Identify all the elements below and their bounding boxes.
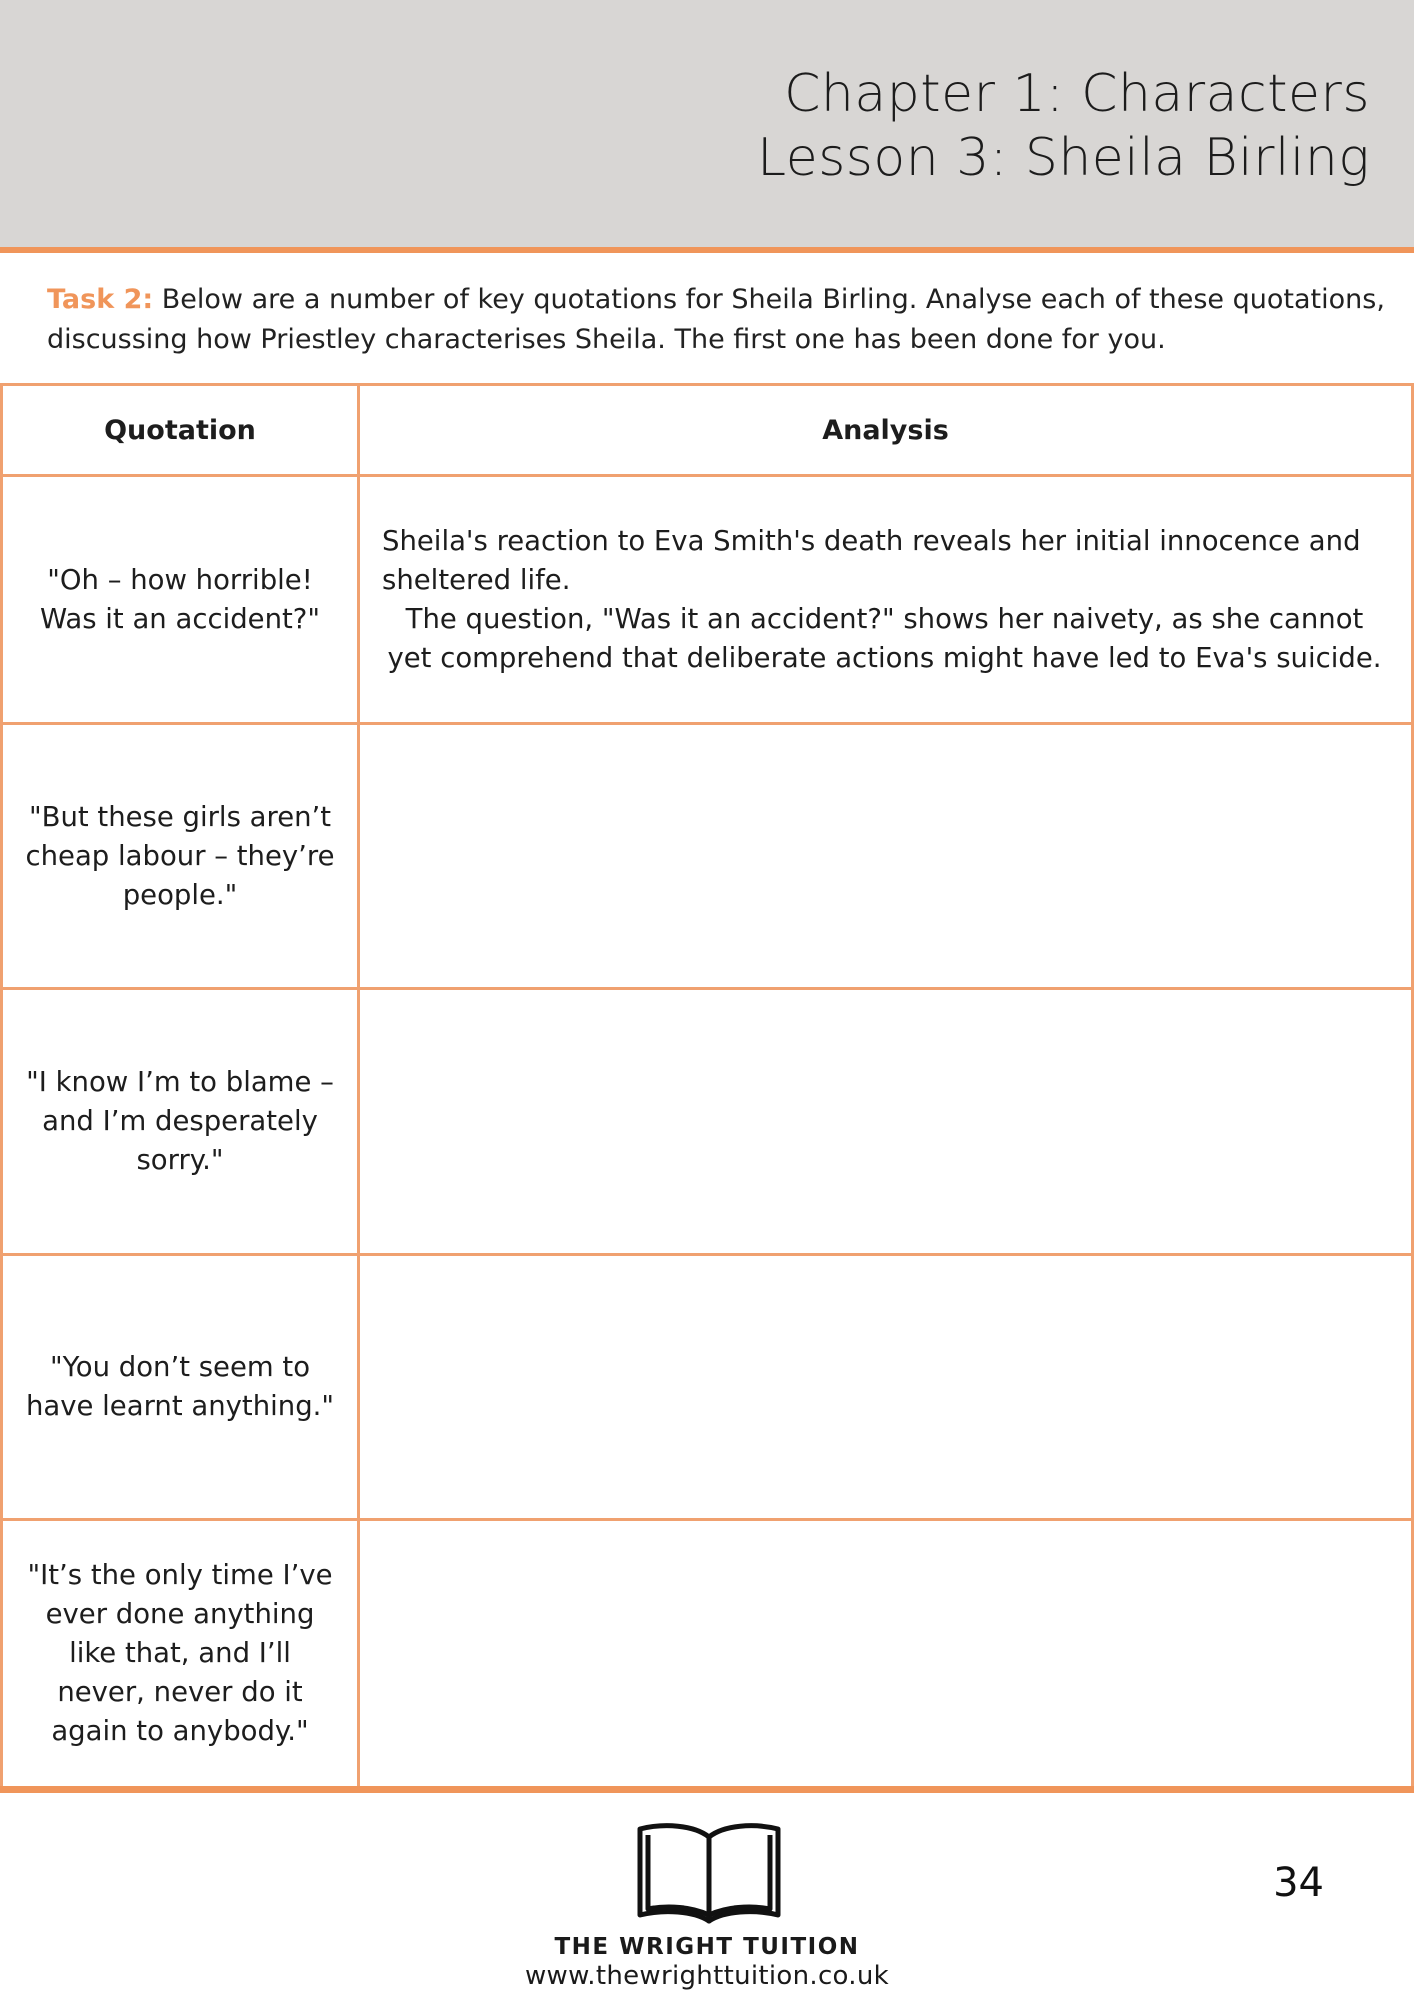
quotation-cell: "It’s the only time I’ve ever done anything like that, and I’ll never, never do it again to anybody." (2, 1520, 359, 1790)
website-url[interactable]: www.thewrighttuition.co.uk (524, 1961, 889, 1991)
quotation-cell: "You don’t seem to have learnt anything." (2, 1255, 359, 1520)
analysis-paragraph: The question, "Was it an accident?" shows her naivety, as she cannot yet comprehend that deliberate actions might have led to Eva's suicide. (387, 602, 1382, 674)
table-row (2, 724, 1413, 989)
table-row (2, 989, 1413, 1255)
chapter-title: Chapter 1: Characters (784, 64, 1370, 124)
quotation-cell: "But these girls aren’t cheap labour – they’re people." (2, 724, 359, 989)
task-text: Below are a number of key quotations for Sheila Birling. Analyse each of these quotations, discussing how Priestley characterises Sheila. The first one has been done for you. (47, 284, 1385, 355)
analysis-answer-field[interactable] (359, 989, 1413, 1255)
open-book-icon (634, 1817, 784, 1925)
brand-name: THE WRIGHT TUITION (554, 1934, 860, 1960)
table-header-row (2, 385, 1413, 476)
quotation-header: Quotation (2, 385, 359, 476)
header-titles (757, 62, 1370, 190)
task-label: Task 2: (47, 284, 154, 315)
quotation-analysis-table (0, 383, 1414, 1793)
analysis-cell (359, 476, 1413, 724)
analysis-paragraph: Sheila's reaction to Eva Smith's death reveals her initial innocence and sheltered life. (382, 524, 1361, 596)
analysis-header: Analysis (359, 385, 1413, 476)
quotation-cell: "Oh – how horrible! Was it an accident?" (2, 476, 359, 724)
page-number: 34 (1273, 1860, 1324, 1906)
analysis-answer-field[interactable] (359, 1255, 1413, 1520)
lesson-title: Lesson 3: Sheila Birling (757, 128, 1370, 188)
table-row (2, 476, 1413, 724)
task-instructions (47, 280, 1387, 360)
analysis-answer-field[interactable] (359, 1520, 1413, 1790)
analysis-answer-field[interactable] (359, 724, 1413, 989)
table-row (2, 1520, 1413, 1790)
page-header (0, 0, 1414, 253)
quotation-cell: "I know I’m to blame – and I’m desperately sorry." (2, 989, 359, 1255)
table-row (2, 1255, 1413, 1520)
